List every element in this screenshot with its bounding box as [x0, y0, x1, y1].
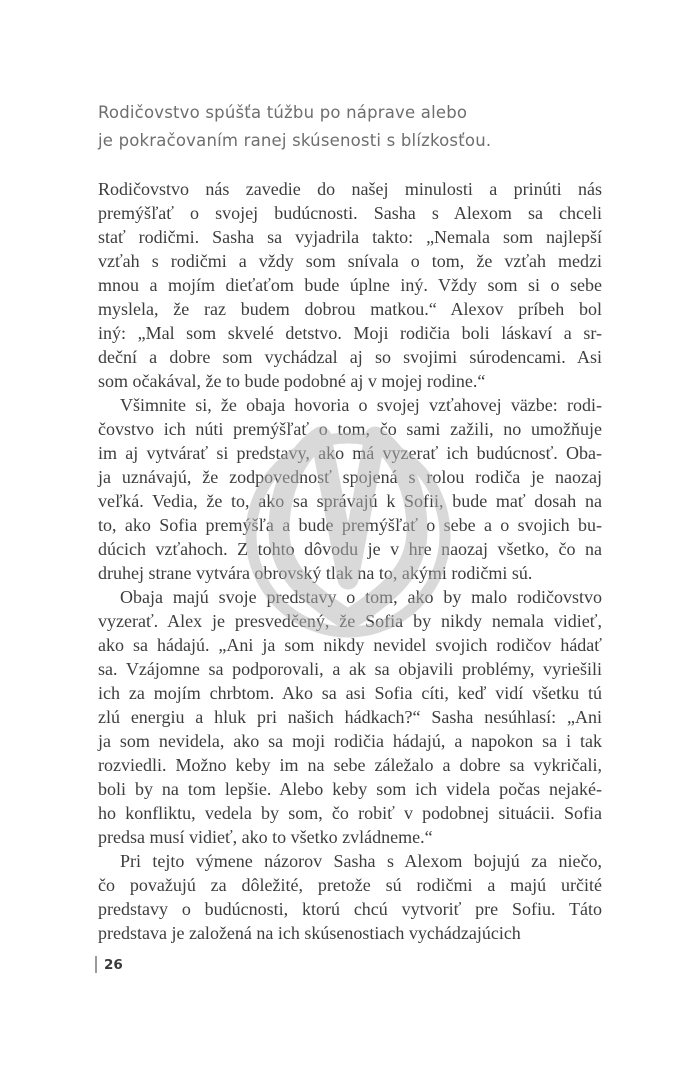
text-line: rozviedli. Možno keby im na sebe záležalo a dobre sa vykričali, [98, 755, 602, 775]
paragraph [98, 849, 602, 945]
text-line: som očakával, že to bude podobné aj v mojej rodine.“ [98, 371, 486, 391]
text-line: ich za mojím chrbtom. Ako sa asi Sofia cíti, keď vidí všetku tú [98, 683, 602, 703]
epigraph-line: Rodičovstvo spúšťa túžbu po náprave alebo [98, 103, 468, 122]
text-line: mnou a mojím dieťaťom bude úplne iný. Vždy som si o sebe [98, 275, 602, 295]
epigraph-line: je pokračovaním ranej skúsenosti s blízkosťou. [98, 131, 492, 150]
text-line: Obaja majú svoje predstavy o tom, ako by malo rodičovstvo [120, 587, 602, 607]
text-line: boli by na tom lepšie. Alebo keby som ich videla počas nejaké- [98, 779, 602, 799]
text-line: Rodičovstvo nás zavedie do našej minulosti a prinúti nás [98, 179, 602, 199]
text-line: dúcich vzťahoch. Z tohto dôvodu je v hre naozaj všetko, čo na [98, 539, 602, 559]
text-line: Všimnite si, že obaja hovoria o svojej vzťahovej väzbe: rodi- [120, 395, 602, 415]
text-line: ho konfliktu, vedela by som, čo robiť v podobnej situácii. Sofia [98, 803, 602, 823]
page-number-bar [95, 956, 97, 973]
text-line: predstavy o budúcnosti, ktorú chcú vytvoriť pre Sofiu. Táto [98, 899, 602, 919]
text-line: zlú energiu a hluk pri našich hádkach?“ Sasha nesúhlasí: „Ani [98, 707, 602, 727]
text-line: myslela, že raz budem dobrou matkou.“ Alexov príbeh bol [98, 299, 602, 319]
text-line: Pri tejto výmene názorov Sasha s Alexom bojujú za niečo, [120, 851, 602, 871]
text-line: vyzerať. Alex je presvedčený, že Sofia by nikdy nemala vidieť, [98, 611, 602, 631]
text-line: ja som nevidela, ako sa moji rodičia hádajú, a napokon sa i tak [98, 731, 602, 751]
body-text [98, 177, 602, 945]
paragraph [98, 585, 602, 849]
text-line: predsa musí vidieť, ako to všetko zvládneme.“ [98, 827, 433, 847]
text-line: deční a dobre som vychádzal aj so svojimi súrodencami. Asi [98, 347, 602, 367]
page-footer [95, 956, 123, 973]
text-line: ja uznávajú, že zodpovednosť spojená s rolou rodiča je naozaj [98, 467, 602, 487]
epigraph [98, 99, 491, 155]
text-line: veľká. Vedia, že to, ako sa správajú k Sofii, bude mať dosah na [98, 491, 602, 511]
text-line: to, ako Sofia premýšľa a bude premýšľať o sebe a o svojich bu- [98, 515, 602, 535]
text-line: čo považujú za dôležité, pretože sú rodičmi a majú určité [98, 875, 602, 895]
text-line: ako sa hádajú. „Ani ja som nikdy nevidel svojich rodičov hádať [98, 635, 602, 655]
page-number: 26 [104, 956, 123, 973]
text-line: iný: „Mal som skvelé detstvo. Moji rodičia boli láskaví a sr- [98, 323, 602, 343]
text-line: druhej strane vytvára obrovský tlak na to, akými rodičmi sú. [98, 563, 533, 583]
text-line: predstava je založená na ich skúsenostiach vychádzajúcich [98, 923, 521, 943]
text-line: čovstvo ich núti premýšľať o tom, čo sami zažili, no umožňuje [98, 419, 602, 439]
paragraph [98, 393, 602, 585]
text-line: vzťah s rodičmi a vždy som snívala o tom, že vzťah medzi [98, 251, 602, 271]
text-line: sa. Vzájomne sa podporovali, a ak sa objavili problémy, vyriešili [98, 659, 602, 679]
text-line: stať rodičmi. Sasha sa vyjadrila takto: „Nemala som najlepší [98, 227, 602, 247]
text-line: premýšľať o svojej budúcnosti. Sasha s Alexom sa chceli [98, 203, 602, 223]
paragraph [98, 177, 602, 393]
text-line: im aj vytvárať si predstavy, ako má vyzerať ich budúcnosť. Oba- [98, 443, 602, 463]
